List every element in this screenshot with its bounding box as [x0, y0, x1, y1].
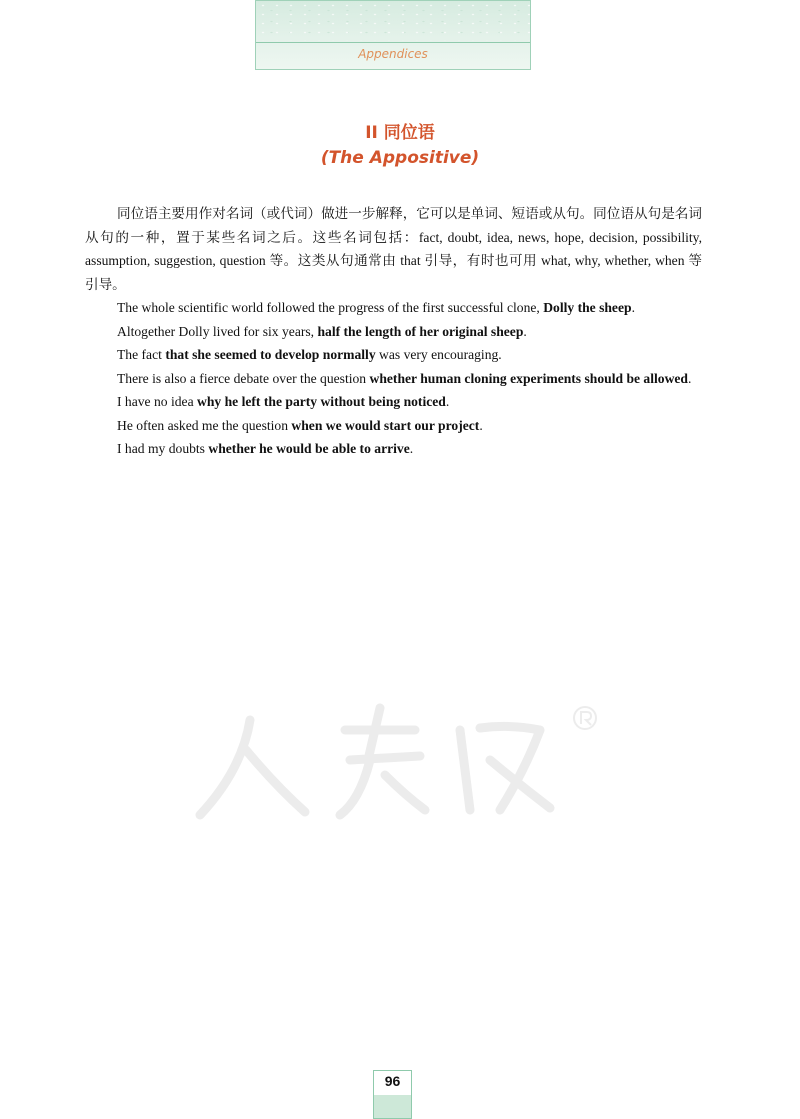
page-number-box	[373, 1070, 412, 1119]
intro-paragraph: 同位语主要用作对名词（或代词）做进一步解释，它可以是单词、短语或从句。同位语从句是名词从句的一种，置于某些名词之后。这些名词包括：fact, doubt, idea, news, hope, decision, possibility, assumption, suggestion, question 等。这类从句通常由 that 引导，有时也可用 what, why, whether, when 等引导。	[85, 206, 702, 292]
example-sentence: I have no idea why he left the party without being noticed.	[117, 394, 450, 409]
section-heading-chinese: II 同位语	[365, 123, 435, 143]
example-sentence: He often asked me the question when we would start our project.	[117, 417, 483, 433]
header-divider	[256, 42, 530, 43]
example-sentence: Altogether Dolly lived for six years, half the length of her original sheep.	[117, 323, 527, 339]
example-sentence: The fact that she seemed to develop normally was very encouraging.	[117, 347, 502, 362]
example-list	[85, 296, 702, 461]
header-band	[255, 0, 531, 70]
example-sentence: There is also a fierce debate over the question whether human cloning experiments should be allowed.	[117, 370, 692, 386]
example-sentence: I had my doubts whether he would be able to arrive.	[117, 441, 414, 456]
example-sentence: The whole scientific world followed the progress of the first successful clone, Dolly the sheep.	[117, 300, 635, 315]
page-number: 96	[384, 1073, 401, 1089]
header-pattern	[256, 1, 530, 41]
publisher-watermark	[180, 690, 600, 830]
section-heading-english: (The Appositive)	[320, 148, 480, 168]
header-label: Appendices	[358, 47, 428, 61]
body-text	[85, 202, 702, 461]
